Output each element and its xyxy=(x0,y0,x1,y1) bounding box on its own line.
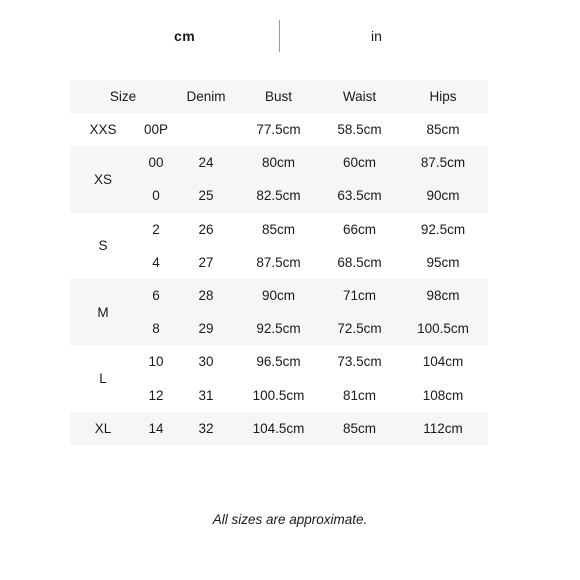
waist-cell: 60cm xyxy=(321,146,398,179)
size-number-cell: 0 xyxy=(136,179,176,212)
bust-cell: 82.5cm xyxy=(236,179,321,212)
denim-cell: 31 xyxy=(198,387,214,403)
bust-cell: 96.5cm xyxy=(256,354,301,370)
hips-cell: 95cm xyxy=(426,254,460,270)
bust-cell: 80cm xyxy=(236,146,321,179)
denim-cell: 26 xyxy=(198,221,214,237)
size-label-cell: L xyxy=(99,371,107,386)
denim-cell: 32 xyxy=(176,412,236,445)
size-number-cell: 6 xyxy=(136,279,176,312)
bust-cell: 104.5cm xyxy=(236,412,321,445)
size-number-cell: 2 xyxy=(152,221,160,237)
denim-cell: 30 xyxy=(198,354,214,370)
denim-cell: 29 xyxy=(176,312,236,345)
table-row xyxy=(70,345,488,378)
size-number-cell: 12 xyxy=(148,387,164,403)
unit-divider xyxy=(279,20,280,52)
table-row xyxy=(70,412,488,445)
size-number-cell: 4 xyxy=(152,254,160,270)
denim-cell: 28 xyxy=(176,279,236,312)
table-header-row xyxy=(70,80,488,113)
waist-cell: 58.5cm xyxy=(337,122,382,138)
unit-tab-in[interactable]: in xyxy=(371,28,382,44)
bust-cell: 85cm xyxy=(262,221,296,237)
header-size: Size xyxy=(70,80,176,113)
denim-cell: 25 xyxy=(176,179,236,212)
size-number-cell: 10 xyxy=(148,354,164,370)
waist-cell: 71cm xyxy=(321,279,398,312)
unit-toggle xyxy=(70,20,488,54)
header-bust: Bust xyxy=(236,80,321,113)
size-label-cell: XS xyxy=(70,146,136,212)
size-label-cell: S xyxy=(98,238,108,254)
size-number-cell: 8 xyxy=(136,312,176,345)
header-hips: Hips xyxy=(398,80,488,113)
approximate-note: All sizes are approximate. xyxy=(212,512,368,527)
bust-cell: 90cm xyxy=(236,279,321,312)
denim-cell: 27 xyxy=(198,254,214,270)
bust-cell: 77.5cm xyxy=(256,122,301,138)
hips-cell: 90cm xyxy=(398,179,488,212)
size-chart-table xyxy=(70,80,488,445)
size-label-cell: M xyxy=(70,279,136,345)
waist-cell: 73.5cm xyxy=(337,354,382,370)
hips-cell: 85cm xyxy=(426,122,460,138)
hips-cell: 98cm xyxy=(398,279,488,312)
size-number-cell: 00 xyxy=(136,146,176,179)
denim-cell xyxy=(176,113,236,146)
waist-cell: 81cm xyxy=(343,387,377,403)
bust-cell: 100.5cm xyxy=(252,387,305,403)
waist-cell: 68.5cm xyxy=(337,254,382,270)
size-number-cell: 14 xyxy=(136,412,176,445)
waist-cell: 85cm xyxy=(321,412,398,445)
table-body xyxy=(70,113,488,445)
waist-cell: 63.5cm xyxy=(321,179,398,212)
hips-cell: 100.5cm xyxy=(398,312,488,345)
hips-cell: 104cm xyxy=(422,354,464,370)
bust-cell: 92.5cm xyxy=(236,312,321,345)
unit-tab-cm[interactable]: cm xyxy=(174,28,196,44)
header-denim: Denim xyxy=(176,80,236,113)
denim-cell: 24 xyxy=(176,146,236,179)
size-number-cell: 00P xyxy=(143,122,169,138)
hips-cell: 92.5cm xyxy=(420,221,466,237)
waist-cell: 72.5cm xyxy=(321,312,398,345)
table-row xyxy=(70,113,488,146)
hips-cell: 112cm xyxy=(398,412,488,445)
size-label-cell: XXS xyxy=(89,122,117,138)
table-row xyxy=(70,146,488,179)
hips-cell: 87.5cm xyxy=(398,146,488,179)
header-waist: Waist xyxy=(321,80,398,113)
waist-cell: 66cm xyxy=(343,221,377,237)
table-row xyxy=(70,213,488,246)
hips-cell: 108cm xyxy=(422,387,464,403)
bust-cell: 87.5cm xyxy=(256,254,301,270)
size-label-cell: XL xyxy=(70,412,136,445)
table-row xyxy=(70,279,488,312)
